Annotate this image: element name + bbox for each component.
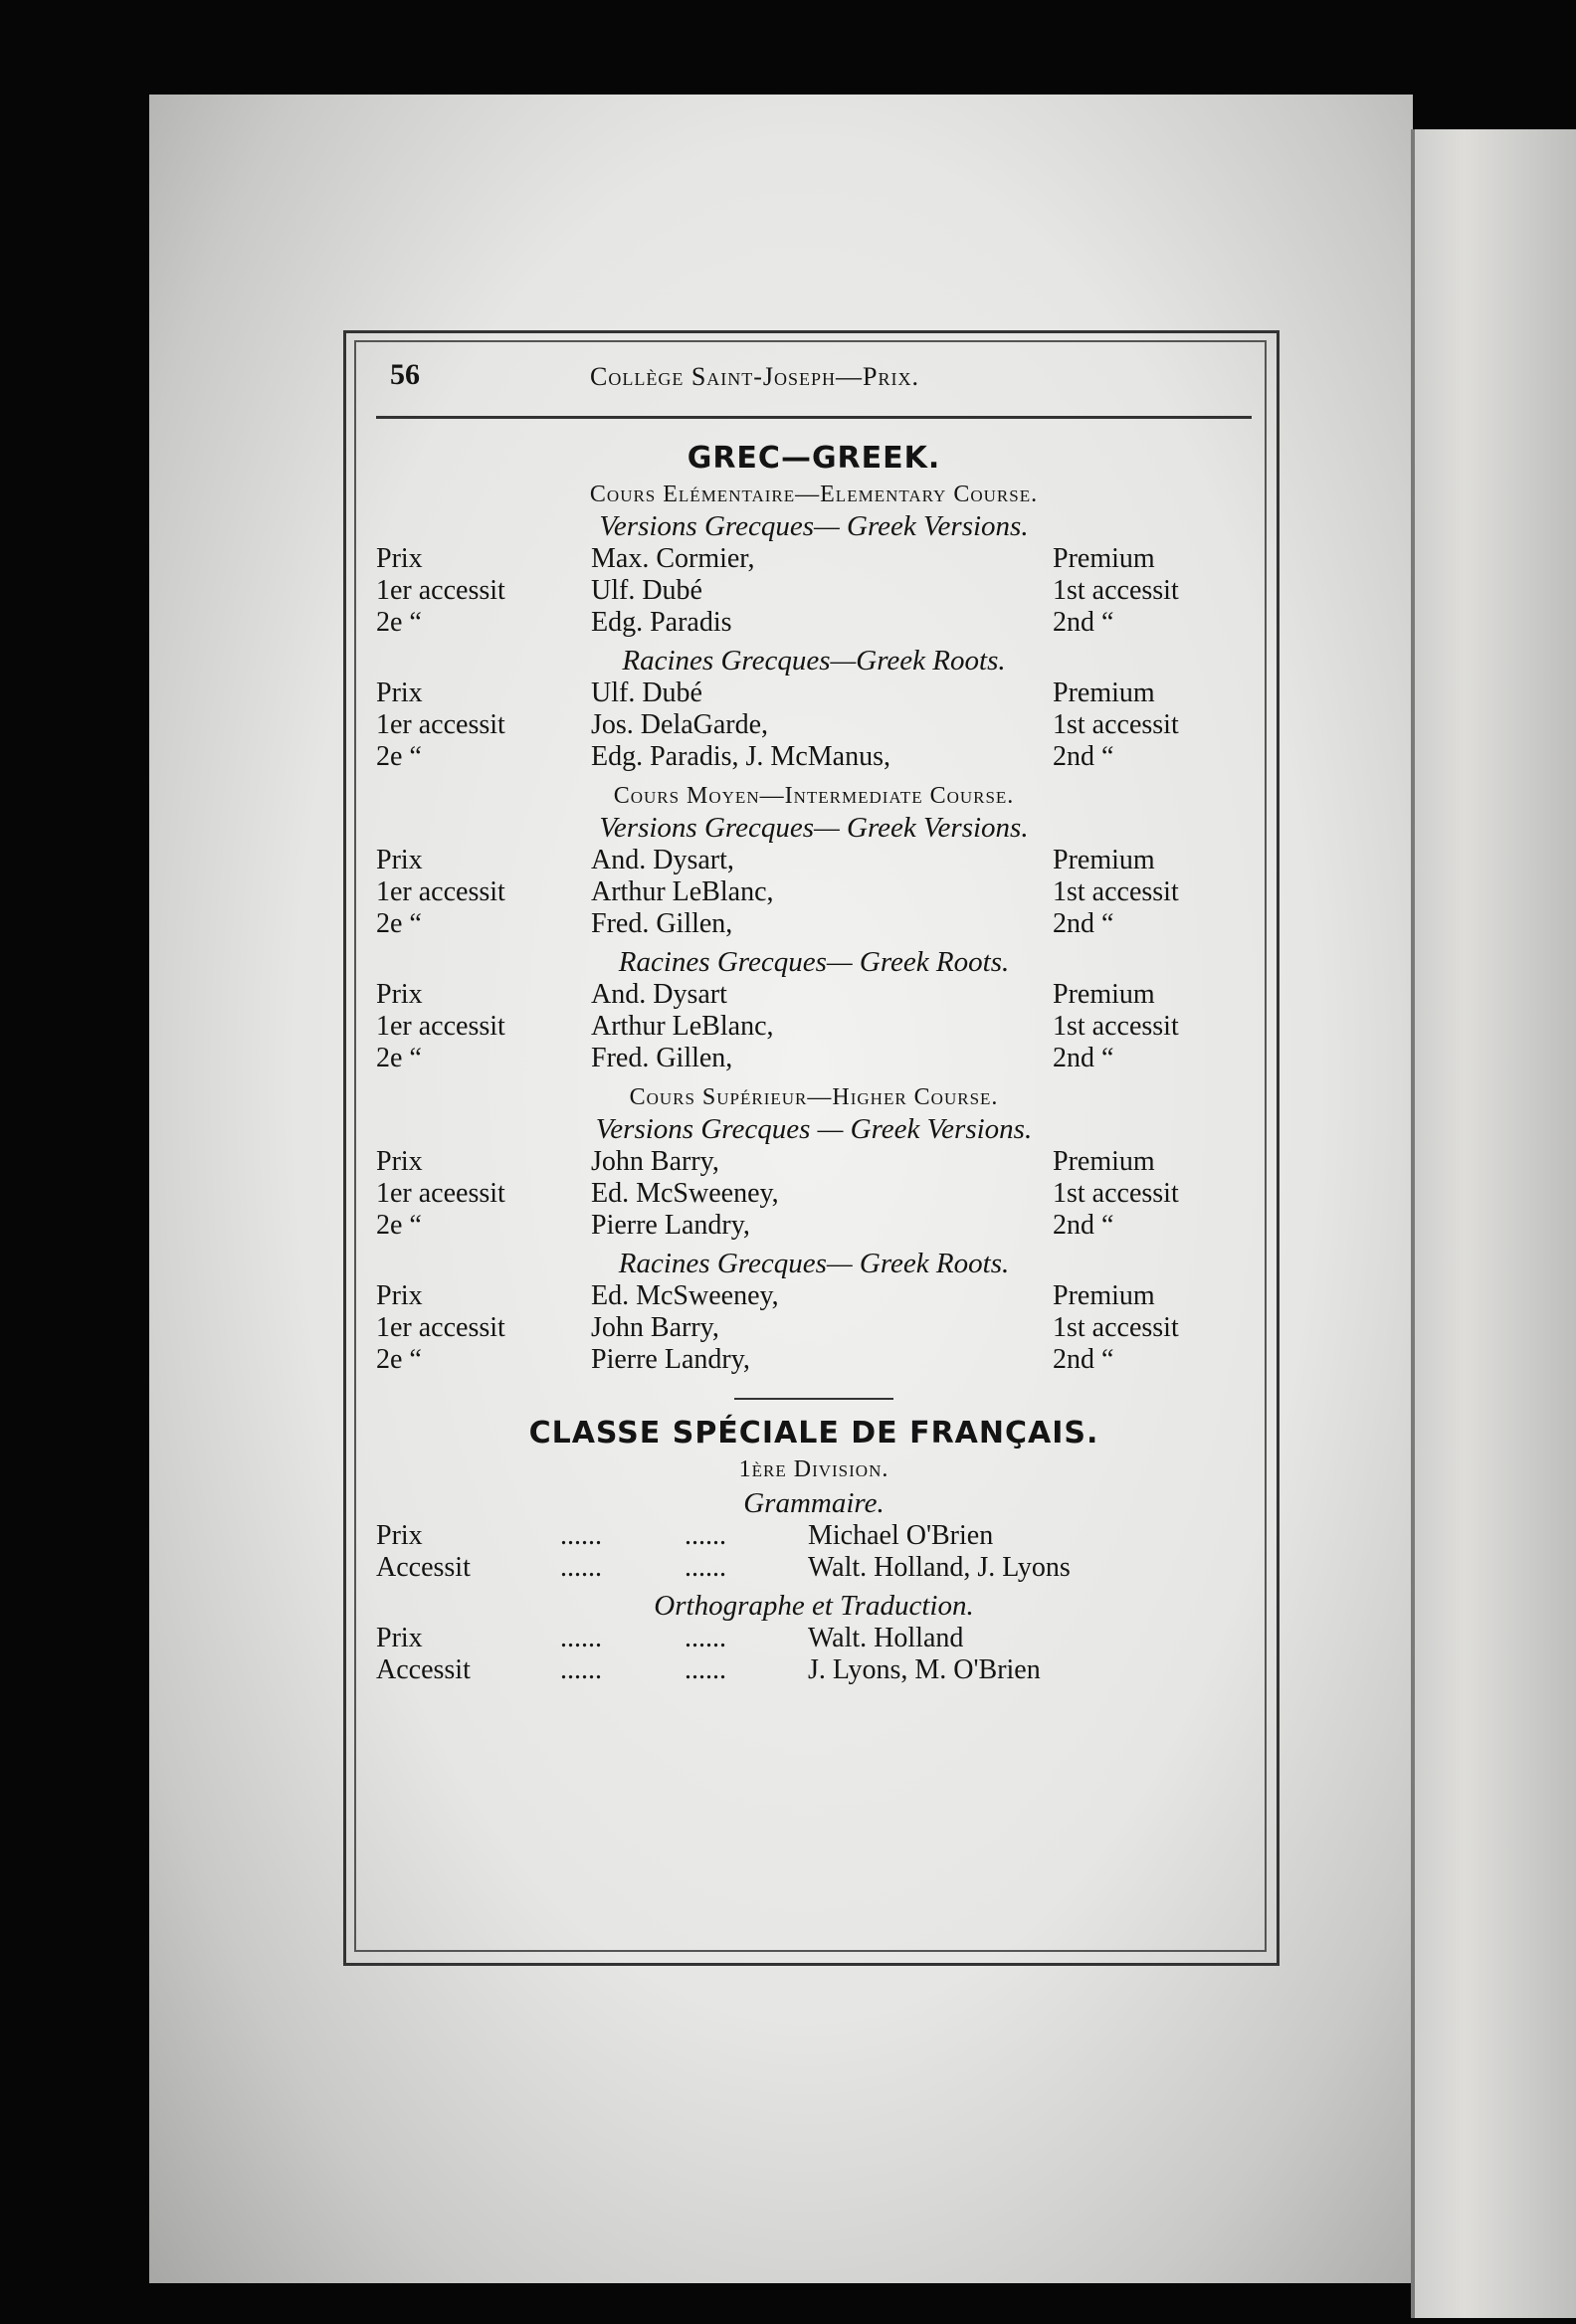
prize-rank-en: Premium bbox=[1053, 1280, 1155, 1311]
prize-rank-fr: Prix bbox=[376, 1280, 423, 1311]
prize-row bbox=[376, 678, 1252, 709]
prize-rank-fr: 2e “ bbox=[376, 908, 422, 939]
prize-rank-fr: 2e “ bbox=[376, 1344, 422, 1375]
prize-rank-fr: Prix bbox=[376, 979, 423, 1010]
prize-rank-fr: 1er accessit bbox=[376, 1011, 505, 1042]
subject-heading: Orthographe et Traduction. bbox=[654, 1590, 974, 1622]
subject-heading: Racines Grecques— Greek Roots. bbox=[618, 1248, 1010, 1279]
subject-heading: Versions Grecques — Greek Versions. bbox=[595, 1113, 1033, 1145]
student-name: John Barry, bbox=[591, 1146, 719, 1177]
prize-rank-fr: 1er accessit bbox=[376, 876, 505, 907]
subject-heading: Versions Grecques— Greek Versions. bbox=[599, 812, 1029, 844]
prize-rank-fr: Prix bbox=[376, 678, 423, 708]
student-name: Michael O'Brien bbox=[808, 1520, 994, 1551]
section-title-greek: GREC—GREEK. bbox=[687, 441, 941, 476]
prize-rank-en: 1st accessit bbox=[1053, 1178, 1179, 1209]
prize-row bbox=[376, 1344, 1252, 1376]
facing-page-edge bbox=[1411, 129, 1576, 2318]
student-name: And. Dysart bbox=[591, 979, 727, 1010]
prize-rank-en: 2nd “ bbox=[1053, 607, 1114, 638]
prize-rank-en: 1st accessit bbox=[1053, 709, 1179, 740]
student-name: And. Dysart, bbox=[591, 845, 734, 875]
prize-row bbox=[376, 575, 1252, 607]
student-name: Ed. McSweeney, bbox=[591, 1280, 779, 1311]
student-name: Jos. DelaGarde, bbox=[591, 709, 769, 740]
prize-rank-en: Premium bbox=[1053, 1146, 1155, 1177]
prize-row bbox=[376, 845, 1252, 876]
subject-heading: Grammaire. bbox=[743, 1487, 885, 1519]
prize-rank-fr: Prix bbox=[376, 543, 423, 574]
student-name: Pierre Landry, bbox=[591, 1210, 750, 1241]
prize-list bbox=[376, 1520, 1252, 1584]
prize-rank-en: Premium bbox=[1053, 979, 1155, 1010]
prize-rank-en: 1st accessit bbox=[1053, 1312, 1179, 1343]
student-name: Walt. Holland, J. Lyons bbox=[808, 1552, 1071, 1583]
leader-dots: ...... bbox=[685, 1552, 726, 1583]
student-name: John Barry, bbox=[591, 1312, 719, 1343]
prize-label: Prix bbox=[376, 1520, 423, 1551]
student-name: Edg. Paradis bbox=[591, 607, 732, 638]
prize-label: Accessit bbox=[376, 1654, 471, 1685]
student-name: Max. Cormier, bbox=[591, 543, 755, 574]
prize-row bbox=[376, 1520, 1252, 1552]
prize-rank-fr: Prix bbox=[376, 1146, 423, 1177]
subject-heading: Racines Grecques— Greek Roots. bbox=[618, 946, 1010, 978]
student-name: Pierre Landry, bbox=[591, 1344, 750, 1375]
prize-row bbox=[376, 543, 1252, 575]
student-name: Edg. Paradis, J. McManus, bbox=[591, 741, 890, 772]
prize-row bbox=[376, 1146, 1252, 1178]
prize-row bbox=[376, 1210, 1252, 1242]
prize-rank-fr: 2e “ bbox=[376, 1043, 422, 1073]
prize-label: Accessit bbox=[376, 1552, 471, 1583]
prize-list bbox=[376, 678, 1252, 773]
prize-list bbox=[376, 1623, 1252, 1686]
page-content bbox=[376, 348, 1252, 1940]
course-heading: Cours Moyen—Intermediate Course. bbox=[613, 783, 1015, 809]
prize-row bbox=[376, 1043, 1252, 1074]
leader-dots: ...... bbox=[560, 1623, 602, 1653]
course-heading: Cours Supérieur—Higher Course. bbox=[629, 1084, 999, 1110]
prize-rank-fr: 1er aceessit bbox=[376, 1178, 505, 1209]
prize-row bbox=[376, 908, 1252, 940]
page-header bbox=[376, 348, 1252, 419]
prize-rank-fr: 2e “ bbox=[376, 1210, 422, 1241]
student-name: Fred. Gillen, bbox=[591, 1043, 733, 1073]
student-name: Walt. Holland bbox=[808, 1623, 964, 1653]
prize-rank-en: 2nd “ bbox=[1053, 741, 1114, 772]
course-heading: Cours Elémentaire—Elementary Course. bbox=[589, 482, 1039, 507]
prize-row bbox=[376, 1011, 1252, 1043]
running-head: Collège Saint-Joseph—Prix. bbox=[590, 362, 920, 391]
prize-row bbox=[376, 741, 1252, 773]
prize-rank-en: Premium bbox=[1053, 678, 1155, 708]
prize-label: Prix bbox=[376, 1623, 423, 1653]
page-number: 56 bbox=[390, 358, 420, 391]
prize-list bbox=[376, 1146, 1252, 1242]
prize-rank-en: 2nd “ bbox=[1053, 1210, 1114, 1241]
prize-rank-en: 2nd “ bbox=[1053, 908, 1114, 939]
leader-dots: ...... bbox=[685, 1520, 726, 1551]
prize-row bbox=[376, 1178, 1252, 1210]
prize-rank-fr: 2e “ bbox=[376, 741, 422, 772]
prize-row bbox=[376, 1312, 1252, 1344]
prize-row bbox=[376, 1280, 1252, 1312]
prize-row bbox=[376, 1552, 1252, 1584]
prize-list bbox=[376, 979, 1252, 1074]
prize-row bbox=[376, 1654, 1252, 1686]
section-divider bbox=[734, 1398, 893, 1400]
prize-row bbox=[376, 607, 1252, 639]
subject-heading: Racines Grecques—Greek Roots. bbox=[622, 645, 1006, 677]
student-name: Arthur LeBlanc, bbox=[591, 876, 774, 907]
prize-rank-en: Premium bbox=[1053, 845, 1155, 875]
student-name: Fred. Gillen, bbox=[591, 908, 733, 939]
prize-rank-fr: 1er accessit bbox=[376, 1312, 505, 1343]
student-name: Ulf. Dubé bbox=[591, 678, 702, 708]
student-name: Ed. McSweeney, bbox=[591, 1178, 779, 1209]
student-name: Ulf. Dubé bbox=[591, 575, 702, 606]
prize-rank-en: 1st accessit bbox=[1053, 1011, 1179, 1042]
prize-rank-en: Premium bbox=[1053, 543, 1155, 574]
subject-heading: Versions Grecques— Greek Versions. bbox=[599, 510, 1029, 542]
prize-rank-en: 2nd “ bbox=[1053, 1043, 1114, 1073]
prize-rank-en: 1st accessit bbox=[1053, 575, 1179, 606]
french-subjects bbox=[376, 1487, 1252, 1686]
prize-rank-en: 2nd “ bbox=[1053, 1344, 1114, 1375]
section-title-french: CLASSE SPÉCIALE DE FRANÇAIS. bbox=[528, 1416, 1099, 1451]
leader-dots: ...... bbox=[685, 1654, 726, 1685]
prize-rank-fr: 1er accessit bbox=[376, 575, 505, 606]
prize-rank-fr: 2e “ bbox=[376, 607, 422, 638]
prize-row bbox=[376, 876, 1252, 908]
prize-row bbox=[376, 709, 1252, 741]
prize-rank-fr: 1er accessit bbox=[376, 709, 505, 740]
division-heading: 1ère Division. bbox=[738, 1456, 889, 1482]
prize-row bbox=[376, 1623, 1252, 1654]
prize-list bbox=[376, 1280, 1252, 1376]
prize-rank-en: 1st accessit bbox=[1053, 876, 1179, 907]
student-name: J. Lyons, M. O'Brien bbox=[808, 1654, 1041, 1685]
student-name: Arthur LeBlanc, bbox=[591, 1011, 774, 1042]
prize-list bbox=[376, 543, 1252, 639]
prize-row bbox=[376, 979, 1252, 1011]
leader-dots: ...... bbox=[560, 1552, 602, 1583]
leader-dots: ...... bbox=[560, 1520, 602, 1551]
greek-courses bbox=[376, 482, 1252, 1376]
leader-dots: ...... bbox=[560, 1654, 602, 1685]
leader-dots: ...... bbox=[685, 1623, 726, 1653]
prize-rank-fr: Prix bbox=[376, 845, 423, 875]
prize-list bbox=[376, 845, 1252, 940]
